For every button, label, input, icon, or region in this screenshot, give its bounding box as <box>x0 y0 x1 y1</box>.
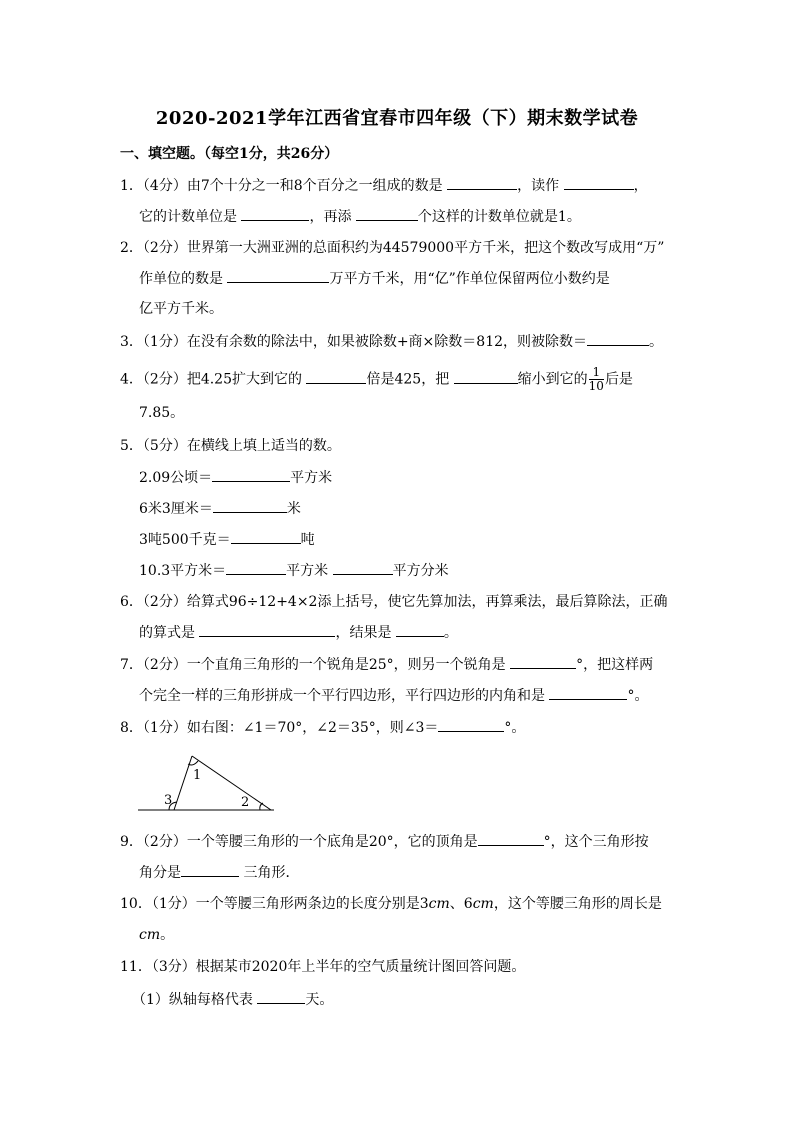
answer-blank[interactable] <box>213 498 287 513</box>
question-5-item-4: 10.3平方米＝ 平方米 平方分米 <box>139 560 449 581</box>
answer-blank[interactable] <box>438 717 504 732</box>
angle-label-2: 2 <box>241 795 250 810</box>
question-4-line-2: 7.85。 <box>139 405 185 421</box>
question-4-line-1: 4．（2分）把4.25扩大到它的 倍是425，把 缩小到它的 $\frac{1}{10}$ 后是 <box>120 365 633 393</box>
question-7-line-1: 7．（2分）一个直角三角形的一个锐角是25°，则另一个锐角是 °，把这样两 <box>120 654 653 675</box>
answer-blank[interactable] <box>181 862 239 877</box>
angle-label-3: 3 <box>164 793 173 808</box>
question-6-line-1: 6．（2分）给算式96÷12+4×2添上括号，使它先算加法，再算乘法，最后算除法，正确 <box>120 594 668 610</box>
page-title: 2020-2021学年江西省宜春市四年级（下）期末数学试卷 <box>155 108 639 129</box>
question-10-line-1: 10．（1分）一个等腰三角形两条边的长度分别是3cm、6cm，这个等腰三角形的周长是 <box>120 896 662 912</box>
question-8: 8．（1分）如右图：∠1＝70°，∠2＝35°，则∠3＝ °。 <box>120 717 525 738</box>
answer-blank[interactable] <box>212 467 290 482</box>
question-2-line-1: 2．（2分）世界第一大洲亚洲的总面积约为44579000平方千米，把这个数改写成用“万” <box>120 240 665 256</box>
answer-blank[interactable] <box>396 622 444 637</box>
answer-blank[interactable] <box>226 560 286 575</box>
question-5: 5．（5分）在横线上填上适当的数。 <box>120 438 341 454</box>
question-3: 3．（1分）在没有余数的除法中，如果被除数+商×除数＝812，则被除数＝ 。 <box>120 331 663 352</box>
question-5-item-2: 6米3厘米＝ 米 <box>139 498 301 519</box>
question-1-line-2: 它的计数单位是 ，再添 个这样的计数单位就是1。 <box>139 206 581 227</box>
fraction-one-tenth: $\frac{1}{10}$ <box>588 365 604 393</box>
answer-blank[interactable] <box>227 268 329 283</box>
question-10-line-2: cm。 <box>139 927 175 943</box>
answer-blank[interactable] <box>447 175 517 190</box>
question-5-item-3: 3吨500千克＝ 吨 <box>139 529 315 550</box>
question-9-line-1: 9．（2分）一个等腰三角形的一个底角是20°，它的顶角是 °，这个三角形按 <box>120 831 649 852</box>
triangle-right-side <box>192 756 271 810</box>
question-1-line-1: 1．（4分）由7个十分之一和8个百分之一组成的数是 ，读作 ， <box>120 175 648 196</box>
angle-label-1: 1 <box>193 768 202 783</box>
answer-blank[interactable] <box>241 206 309 221</box>
answer-blank[interactable] <box>549 685 627 700</box>
question-9-line-2: 角分是 三角形． <box>139 862 299 883</box>
question-11: 11．（3分）根据某市2020年上半年的空气质量统计图回答问题。 <box>120 959 526 975</box>
answer-blank[interactable] <box>510 654 576 669</box>
answer-blank[interactable] <box>231 529 301 544</box>
answer-blank[interactable] <box>454 369 518 384</box>
answer-blank[interactable] <box>333 560 393 575</box>
triangle-figure <box>136 750 278 816</box>
answer-blank[interactable] <box>587 331 649 346</box>
question-2-line-3: 亿平方千米。 <box>139 301 223 317</box>
answer-blank[interactable] <box>478 831 544 846</box>
answer-blank[interactable] <box>199 622 335 637</box>
question-2-line-2: 作单位的数是 万平方千米，用“亿”作单位保留两位小数约是 <box>139 268 610 289</box>
answer-blank[interactable] <box>257 989 305 1004</box>
question-5-item-1: 2.09公顷＝ 平方米 <box>139 467 332 488</box>
answer-blank[interactable] <box>306 369 366 384</box>
question-6-line-2: 的算式是 ，结果是 。 <box>139 622 458 643</box>
question-11-part-1: （1）纵轴每格代表 天。 <box>132 989 333 1010</box>
section-heading: 一、填空题。（每空1分，共26分） <box>120 146 339 162</box>
answer-blank[interactable] <box>356 206 418 221</box>
question-7-line-2: 个完全一样的三角形拼成一个平行四边形，平行四边形的内角和是 °。 <box>139 685 648 706</box>
answer-blank[interactable] <box>564 175 634 190</box>
